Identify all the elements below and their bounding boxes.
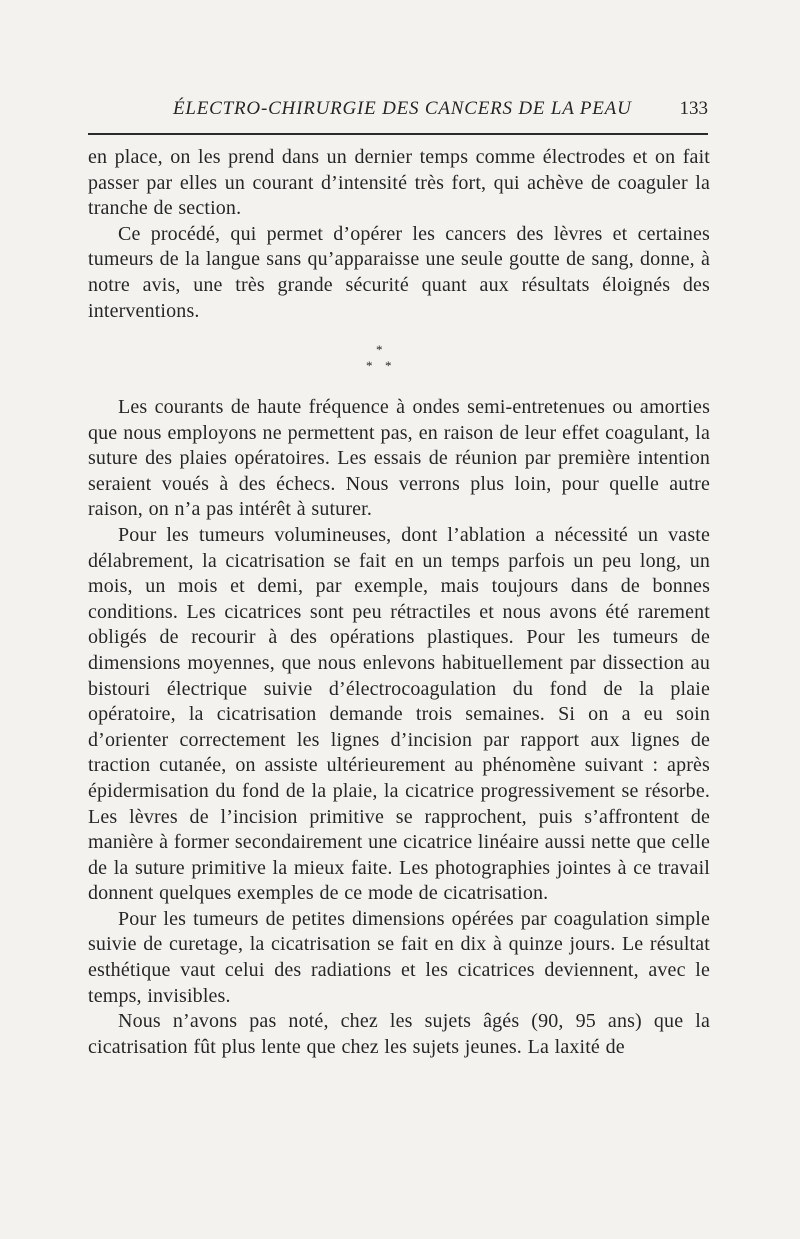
text-block-top — [88, 145, 710, 324]
page-number: 133 — [679, 98, 708, 119]
paragraph-3: Pour les tumeurs volumineuses, dont l’ablation a nécessité un vaste délabrement, la cicatrisation se fait en un temps parfois un peu long, un mois, un mois et demi, par exemple, mais toujours dans de bonnes conditions. Les cicatrices sont peu rétractiles et nous avons été rarement obligés de recourir à des opérations plastiques. Pour les tumeurs de dimensions moyennes, que nous enlevons habituellement par dissection au bistouri électrique suivie d’électrocoagulation du fond de la plaie opératoire, la cicatrisation demande trois semaines. Si on a eu soin d’orienter correctement les lignes d’incision par rapport aux lignes de traction cutanée, on assiste ultérieurement au phénomène suivant : après épidermisation du fond de la plaie, la cicatrice progressivement se résorbe. Les lèvres de l’incision primitive se rapprochent, puis s’affrontent de manière à former secondairement une cicatrice linéaire aussi nette que celle de la suture primitive la mieux faite. Les photographies jointes à ce travail donnent quelques exemples de ce mode de cicatrisation. — [88, 523, 710, 905]
asterism-star-1: * — [376, 342, 383, 357]
asterism-star-2: * — [366, 358, 373, 373]
text-block-bottom — [88, 395, 710, 1060]
asterism-separator — [363, 343, 399, 377]
running-head — [88, 98, 708, 126]
paragraph-1: Ce procédé, qui permet d’opérer les cancers des lèvres et certaines tumeurs de la langue sans qu’apparaisse une seule goutte de sang, donne, à notre avis, une très grande sécurité quant aux résultats éloignés des interventions. — [88, 222, 710, 322]
asterism-star-3: * — [385, 358, 392, 373]
header-rule — [88, 133, 708, 135]
running-title: ÉLECTRO-CHIRURGIE DES CANCERS DE LA PEAU — [173, 98, 632, 119]
paragraph-continuation: en place, on les prend dans un dernier temps comme électrodes et on fait passer par elles un courant d’intensité très fort, qui achève de coaguler la tranche de section. — [88, 146, 710, 220]
paragraph-5: Nous n’avons pas noté, chez les sujets âgés (90, 95 ans) que la cicatrisation fût plus lente que chez les sujets jeunes. La laxité de — [88, 1010, 710, 1058]
paragraph-2: Les courants de haute fréquence à ondes semi-entretenues ou amorties que nous employons ne permettent pas, en raison de leur effet coagulant, la suture des plaies opératoires. Les essais de réunion par première intention seraient voués à des échecs. Nous verrons plus loin, pour quelle autre raison, on n’a pas intérêt à suturer. — [88, 396, 710, 521]
paragraph-4: Pour les tumeurs de petites dimensions opérées par coagulation simple suivie de curetage, la cicatrisation se fait en dix à quinze jours. Le résultat esthétique vaut celui des radiations et les cicatrices deviennent, avec le temps, invisibles. — [88, 907, 710, 1007]
